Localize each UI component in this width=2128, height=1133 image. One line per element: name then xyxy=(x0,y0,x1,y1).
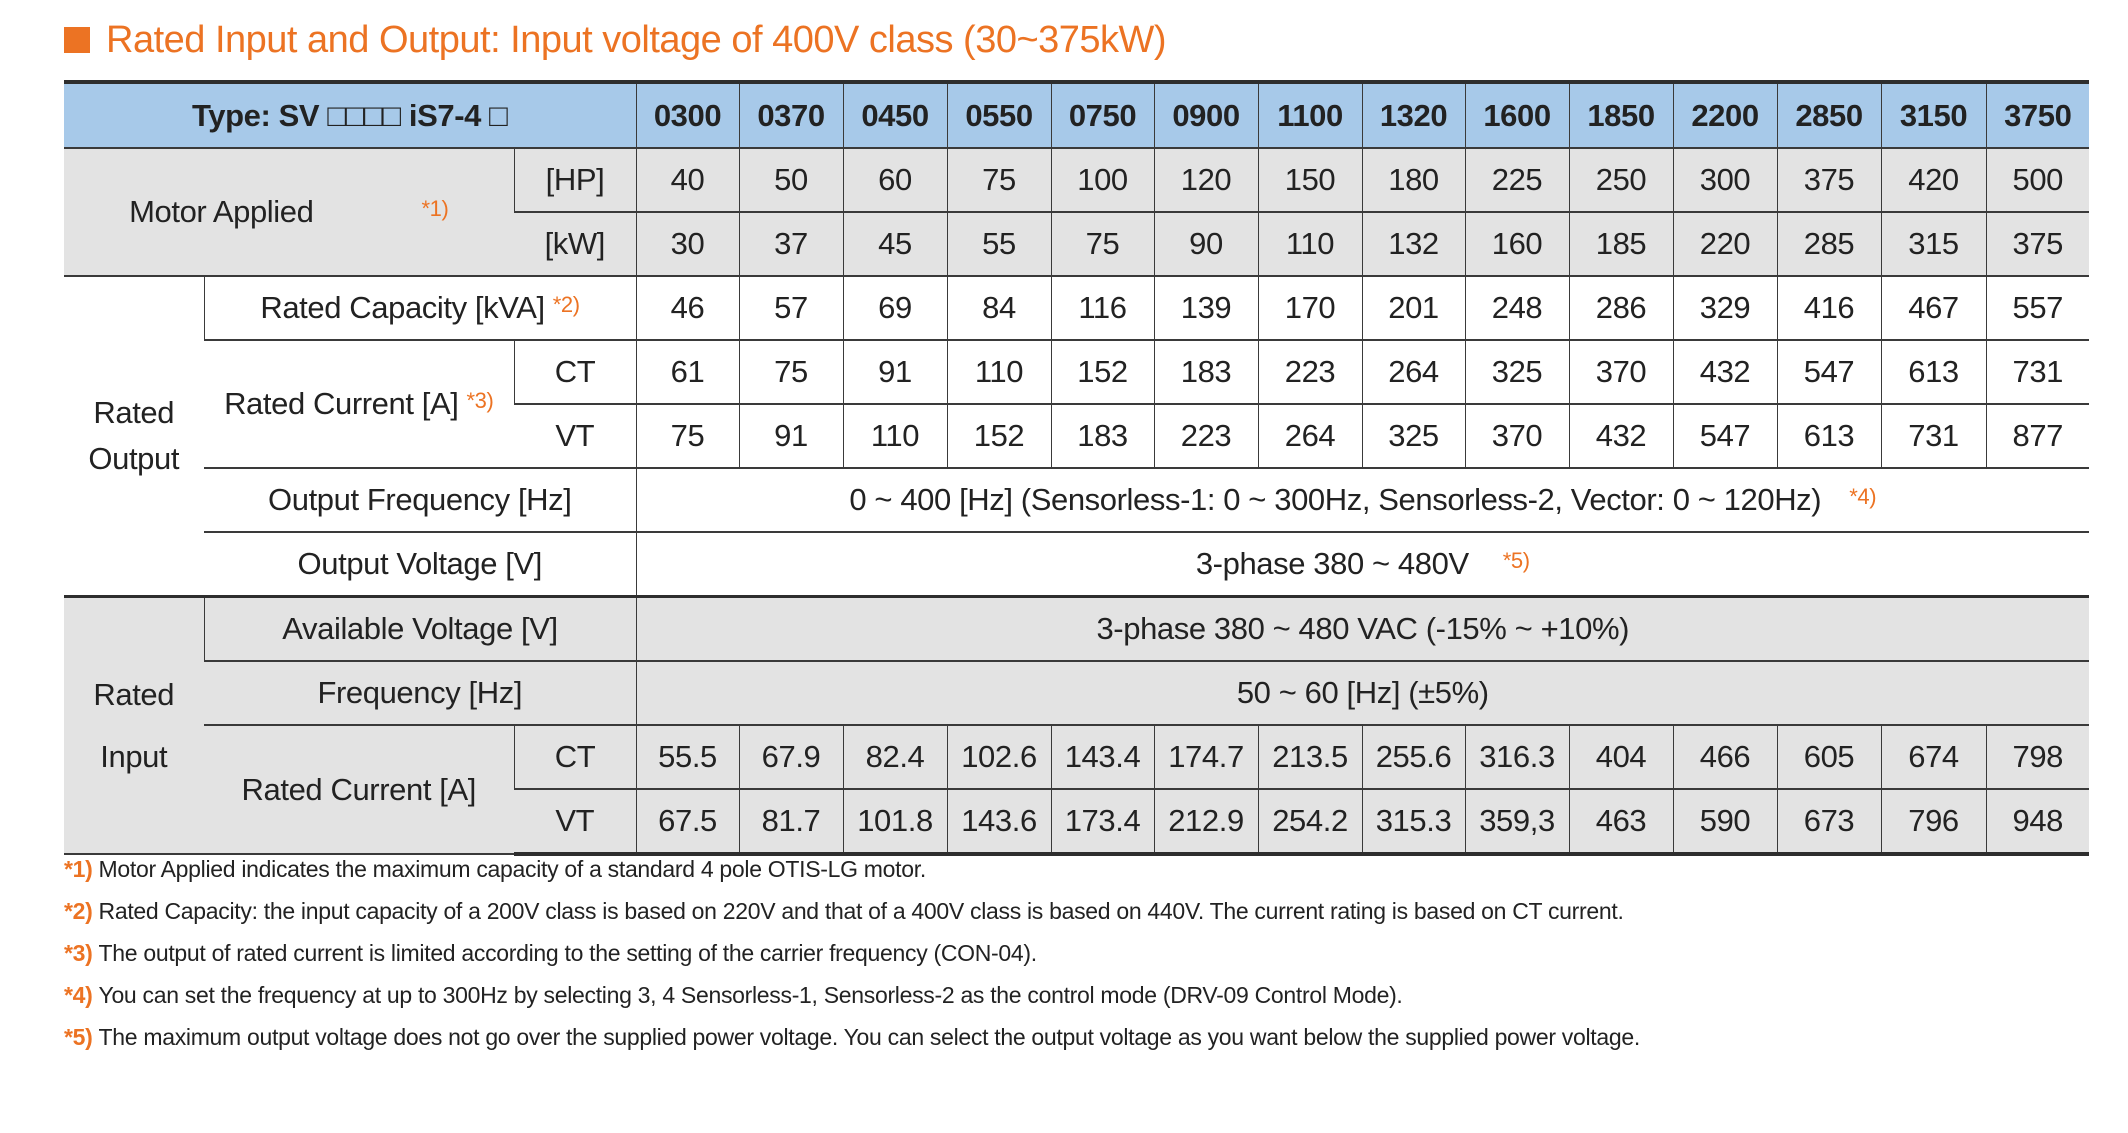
input-current-ct-cell: 316.3 xyxy=(1465,725,1569,789)
footnote xyxy=(64,1016,1640,1058)
motor-kw-cell: 220 xyxy=(1673,212,1777,276)
input-current-ct-cell: 143.4 xyxy=(1051,725,1154,789)
output-current-vt-cell: 613 xyxy=(1777,404,1881,468)
output-current-ct-cell: 91 xyxy=(843,340,947,404)
rated-capacity-cell: 84 xyxy=(947,276,1051,340)
vt-label: VT xyxy=(514,404,636,468)
rated-capacity-cell: 329 xyxy=(1673,276,1777,340)
footnote xyxy=(64,848,1640,890)
motor-kw-cell: 185 xyxy=(1569,212,1673,276)
motor-hp-cell: 60 xyxy=(843,148,947,212)
output-voltage-label: Output Voltage [V] xyxy=(204,532,636,597)
output-current-ct-cell: 152 xyxy=(1051,340,1154,404)
output-current-ct-cell: 75 xyxy=(739,340,843,404)
model-header-cell: 0370 xyxy=(739,82,843,148)
output-current-vt-cell: 432 xyxy=(1569,404,1673,468)
footnote-marker: *5) xyxy=(1502,548,1530,573)
output-current-vt-cell: 223 xyxy=(1154,404,1258,468)
input-current-vt-cell: 590 xyxy=(1673,789,1777,854)
model-header-cell: 2200 xyxy=(1673,82,1777,148)
output-current-vt-cell: 264 xyxy=(1258,404,1362,468)
footnotes xyxy=(64,848,1640,1058)
motor-hp-cell: 300 xyxy=(1673,148,1777,212)
output-frequency-row xyxy=(64,468,2128,532)
ct-label: CT xyxy=(514,725,636,789)
output-current-ct-cell: 61 xyxy=(636,340,739,404)
input-current-ct-cell: 82.4 xyxy=(843,725,947,789)
output-current-ct-cell: 223 xyxy=(1258,340,1362,404)
output-current-vt-cell: 152 xyxy=(947,404,1051,468)
motor-kw-cell: 132 xyxy=(1362,212,1465,276)
output-current-ct-cell: 183 xyxy=(1154,340,1258,404)
input-current-vt-cell: 673 xyxy=(1777,789,1881,854)
input-frequency-value: 50 ~ 60 [Hz] (±5%) xyxy=(636,661,2089,725)
unit-hp: [HP] xyxy=(514,148,636,212)
group-label-line: Rated xyxy=(93,676,175,712)
ct-label: CT xyxy=(514,340,636,404)
output-current-label xyxy=(204,340,514,468)
page-title-row xyxy=(64,12,1166,68)
input-current-vt-cell: 143.6 xyxy=(947,789,1051,854)
footnote xyxy=(64,974,1640,1016)
unit-kw: [kW] xyxy=(514,212,636,276)
page-title: Rated Input and Output: Input voltage of 400V class (30~375kW) xyxy=(106,18,1167,61)
input-current-ct-cell: 404 xyxy=(1569,725,1673,789)
footnote-text: The maximum output voltage does not go over the supplied power voltage. You can select the output voltage as you want below the supplied power voltage. xyxy=(98,1024,1640,1050)
motor-hp-cell: 375 xyxy=(1777,148,1881,212)
input-current-ct-cell: 174.7 xyxy=(1154,725,1258,789)
output-current-ct-cell: 325 xyxy=(1465,340,1569,404)
motor-kw-cell: 45 xyxy=(843,212,947,276)
output-current-vt-cell: 75 xyxy=(636,404,739,468)
input-current-vt-cell: 212.9 xyxy=(1154,789,1258,854)
input-frequency-label: Frequency [Hz] xyxy=(204,661,636,725)
motor-kw-cell: 110 xyxy=(1258,212,1362,276)
model-header-cell: 0450 xyxy=(843,82,947,148)
output-current-ct-cell: 432 xyxy=(1673,340,1777,404)
motor-hp-cell: 50 xyxy=(739,148,843,212)
rated-capacity-label xyxy=(204,276,636,340)
motor-hp-cell: 250 xyxy=(1569,148,1673,212)
motor-kw-cell: 55 xyxy=(947,212,1051,276)
available-voltage-label: Available Voltage [V] xyxy=(204,597,636,662)
rated-capacity-cell: 170 xyxy=(1258,276,1362,340)
footnote-marker: *3) xyxy=(64,940,93,966)
input-current-vt-cell: 101.8 xyxy=(843,789,947,854)
input-current-vt-cell: 359,3 xyxy=(1465,789,1569,854)
footnote-marker: *4) xyxy=(64,982,93,1008)
footnote-marker: *1) xyxy=(421,196,449,221)
footnote-marker: *3) xyxy=(466,388,494,413)
output-current-vt-cell: 325 xyxy=(1362,404,1465,468)
input-current-vt-cell: 796 xyxy=(1881,789,1986,854)
input-current-vt-cell: 463 xyxy=(1569,789,1673,854)
input-frequency-row xyxy=(64,661,2128,725)
model-header-cell: 0750 xyxy=(1051,82,1154,148)
input-current-ct-cell: 67.9 xyxy=(739,725,843,789)
model-header-cell: 0550 xyxy=(947,82,1051,148)
row-label: 0 ~ 400 [Hz] (Sensorless-1: 0 ~ 300Hz, Sensorless-2, Vector: 0 ~ 120Hz) xyxy=(849,482,1822,517)
output-current-vt-cell: 877 xyxy=(1986,404,2089,468)
motor-kw-cell: 160 xyxy=(1465,212,1569,276)
rated-output-group-label xyxy=(64,276,204,597)
rated-capacity-cell: 57 xyxy=(739,276,843,340)
input-current-vt-cell: 948 xyxy=(1986,789,2089,854)
input-current-vt-cell: 67.5 xyxy=(636,789,739,854)
type-label: Type: SV □□□□ iS7-4 □ xyxy=(64,82,636,148)
header-row xyxy=(64,82,2128,148)
input-current-ct-cell: 102.6 xyxy=(947,725,1051,789)
footnote-marker: *4) xyxy=(1849,484,1877,509)
input-current-ct-cell: 674 xyxy=(1881,725,1986,789)
output-current-vt-cell: 183 xyxy=(1051,404,1154,468)
motor-hp-cell: 120 xyxy=(1154,148,1258,212)
motor-hp-cell: 40 xyxy=(636,148,739,212)
output-current-ct-cell: 264 xyxy=(1362,340,1465,404)
motor-hp-cell: 225 xyxy=(1465,148,1569,212)
motor-hp-cell: 500 xyxy=(1986,148,2089,212)
footnote-marker: *2) xyxy=(552,292,580,317)
output-current-ct-row xyxy=(64,340,2128,404)
input-current-ct-cell: 466 xyxy=(1673,725,1777,789)
footnote xyxy=(64,932,1640,974)
rated-capacity-cell: 248 xyxy=(1465,276,1569,340)
group-label-line: Rated xyxy=(93,395,175,430)
output-current-ct-cell: 731 xyxy=(1986,340,2089,404)
footnote-text: You can set the frequency at up to 300Hz by selecting 3, 4 Sensorless-1, Sensorless-2 as the control mode (DRV-09 Control Mode). xyxy=(98,982,1403,1008)
input-current-ct-cell: 605 xyxy=(1777,725,1881,789)
orange-square-icon xyxy=(64,27,90,53)
model-header-cell: 1100 xyxy=(1258,82,1362,148)
rated-capacity-cell: 557 xyxy=(1986,276,2089,340)
model-header-cell: 1600 xyxy=(1465,82,1569,148)
group-label-line: Input xyxy=(100,738,168,774)
motor-kw-cell: 75 xyxy=(1051,212,1154,276)
model-header-cell: 0300 xyxy=(636,82,739,148)
output-frequency-value xyxy=(636,468,2089,532)
model-header-cell: 2850 xyxy=(1777,82,1881,148)
rated-input-group-label xyxy=(64,597,204,855)
motor-hp-cell: 100 xyxy=(1051,148,1154,212)
group-label-line: Output xyxy=(88,441,180,476)
footnote-text: Rated Capacity: the input capacity of a 200V class is based on 220V and that of a 400V class is based on 440V. The current rating is based on CT current. xyxy=(98,898,1624,924)
model-header-cell: 1320 xyxy=(1362,82,1465,148)
footnote-text: The output of rated current is limited according to the setting of the carrier frequency (CON-04). xyxy=(98,940,1037,966)
input-current-ct-cell: 213.5 xyxy=(1258,725,1362,789)
vt-label: VT xyxy=(514,789,636,854)
rated-capacity-cell: 116 xyxy=(1051,276,1154,340)
motor-kw-cell: 90 xyxy=(1154,212,1258,276)
input-current-vt-cell: 173.4 xyxy=(1051,789,1154,854)
input-current-vt-cell: 254.2 xyxy=(1258,789,1362,854)
output-voltage-value xyxy=(636,532,2089,597)
rated-capacity-cell: 416 xyxy=(1777,276,1881,340)
rated-capacity-cell: 69 xyxy=(843,276,947,340)
footnote-marker: *2) xyxy=(64,898,93,924)
motor-hp-cell: 75 xyxy=(947,148,1051,212)
footnote-text: Motor Applied indicates the maximum capacity of a standard 4 pole OTIS-LG motor. xyxy=(98,856,926,882)
model-header-cell: 0900 xyxy=(1154,82,1258,148)
input-current-label: Rated Current [A] xyxy=(204,725,514,854)
input-current-ct-cell: 798 xyxy=(1986,725,2089,789)
output-current-ct-cell: 110 xyxy=(947,340,1051,404)
input-current-vt-cell: 81.7 xyxy=(739,789,843,854)
motor-kw-cell: 30 xyxy=(636,212,739,276)
rated-capacity-cell: 201 xyxy=(1362,276,1465,340)
rated-capacity-cell: 286 xyxy=(1569,276,1673,340)
output-current-vt-cell: 547 xyxy=(1673,404,1777,468)
input-current-ct-cell: 55.5 xyxy=(636,725,739,789)
input-current-ct-cell: 255.6 xyxy=(1362,725,1465,789)
row-label: Rated Current [A] xyxy=(224,386,459,421)
rated-io-table xyxy=(64,80,2128,856)
output-voltage-row xyxy=(64,532,2128,597)
output-current-vt-cell: 370 xyxy=(1465,404,1569,468)
motor-hp-cell: 180 xyxy=(1362,148,1465,212)
output-current-ct-cell: 370 xyxy=(1569,340,1673,404)
motor-kw-cell: 285 xyxy=(1777,212,1881,276)
input-current-ct-row xyxy=(64,725,2128,789)
available-voltage-row xyxy=(64,597,2128,662)
footnote-marker: *5) xyxy=(64,1024,93,1050)
footnote xyxy=(64,890,1640,932)
model-header-cell: 1850 xyxy=(1569,82,1673,148)
input-current-vt-cell: 315.3 xyxy=(1362,789,1465,854)
footnote-marker: *1) xyxy=(64,856,93,882)
motor-kw-cell: 37 xyxy=(739,212,843,276)
motor-hp-row xyxy=(64,148,2128,212)
model-header-cell: 3750 xyxy=(1986,82,2089,148)
rated-capacity-cell: 46 xyxy=(636,276,739,340)
output-current-vt-cell: 731 xyxy=(1881,404,1986,468)
row-label: 3-phase 380 ~ 480V xyxy=(1195,546,1469,581)
row-label: Motor Applied xyxy=(129,194,314,229)
motor-hp-cell: 150 xyxy=(1258,148,1362,212)
rated-capacity-row xyxy=(64,276,2128,340)
motor-kw-cell: 315 xyxy=(1881,212,1986,276)
output-frequency-label: Output Frequency [Hz] xyxy=(204,468,636,532)
output-current-ct-cell: 547 xyxy=(1777,340,1881,404)
output-current-vt-cell: 91 xyxy=(739,404,843,468)
motor-hp-cell: 420 xyxy=(1881,148,1986,212)
motor-applied-label xyxy=(64,148,514,276)
model-header-cell: 3150 xyxy=(1881,82,1986,148)
output-current-vt-cell: 110 xyxy=(843,404,947,468)
available-voltage-value: 3-phase 380 ~ 480 VAC (-15% ~ +10%) xyxy=(636,597,2089,662)
rated-capacity-cell: 139 xyxy=(1154,276,1258,340)
output-current-ct-cell: 613 xyxy=(1881,340,1986,404)
rated-capacity-cell: 467 xyxy=(1881,276,1986,340)
row-label: Rated Capacity [kVA] xyxy=(260,290,545,325)
motor-kw-cell: 375 xyxy=(1986,212,2089,276)
